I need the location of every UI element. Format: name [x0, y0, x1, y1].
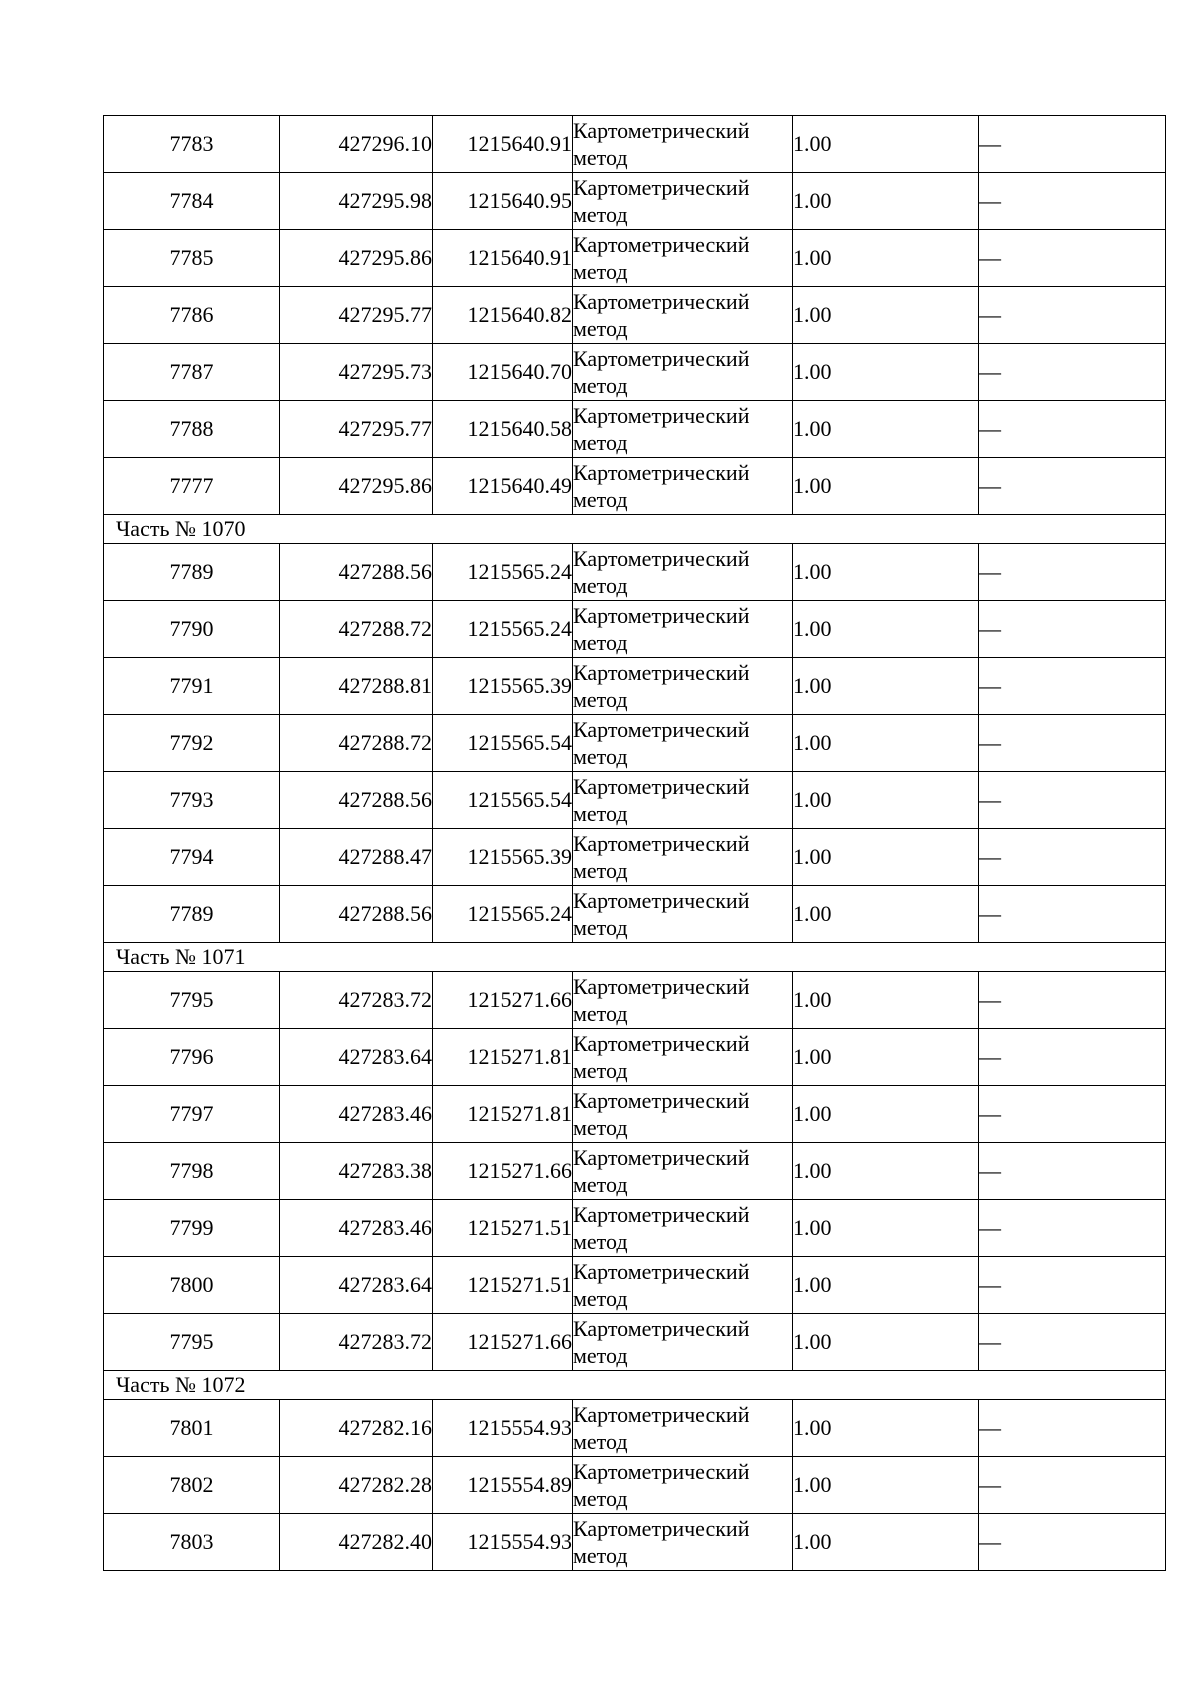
- method-line-2: метод: [573, 373, 628, 398]
- accuracy-cell: 1.00: [793, 1200, 979, 1257]
- point-number-cell: 7777: [104, 458, 280, 515]
- table-row: [104, 544, 1166, 601]
- table-row: [104, 829, 1166, 886]
- accuracy-cell: 1.00: [793, 344, 979, 401]
- method-cell: [573, 1143, 793, 1200]
- coordinates-table-body: [104, 116, 1166, 1571]
- x-coordinate-cell: 427283.72: [280, 972, 433, 1029]
- point-number-cell: 7788: [104, 401, 280, 458]
- y-coordinate-cell: 1215640.91: [433, 230, 573, 287]
- y-coordinate-cell: 1215640.70: [433, 344, 573, 401]
- method-line-2: метод: [573, 1343, 628, 1368]
- method-cell: [573, 715, 793, 772]
- description-cell: —: [979, 287, 1166, 344]
- point-number-cell: 7789: [104, 544, 280, 601]
- description-cell: —: [979, 772, 1166, 829]
- accuracy-cell: 1.00: [793, 658, 979, 715]
- y-coordinate-cell: 1215640.91: [433, 116, 573, 173]
- description-cell: —: [979, 972, 1166, 1029]
- y-coordinate-cell: 1215565.24: [433, 601, 573, 658]
- method-line-2: метод: [573, 1115, 628, 1140]
- x-coordinate-cell: 427283.46: [280, 1086, 433, 1143]
- accuracy-cell: 1.00: [793, 1400, 979, 1457]
- table-row: [104, 658, 1166, 715]
- method-line-1: Картометрический: [573, 831, 750, 856]
- y-coordinate-cell: 1215640.58: [433, 401, 573, 458]
- method-line-1: Картометрический: [573, 1316, 750, 1341]
- section-label: Часть № 1072: [104, 1371, 1166, 1400]
- accuracy-cell: 1.00: [793, 1086, 979, 1143]
- section-label: Часть № 1070: [104, 515, 1166, 544]
- x-coordinate-cell: 427295.98: [280, 173, 433, 230]
- accuracy-cell: 1.00: [793, 458, 979, 515]
- accuracy-cell: 1.00: [793, 1257, 979, 1314]
- section-header-row: [104, 943, 1166, 972]
- point-number-cell: 7797: [104, 1086, 280, 1143]
- description-cell: —: [979, 601, 1166, 658]
- method-line-2: метод: [573, 1543, 628, 1568]
- y-coordinate-cell: 1215271.81: [433, 1086, 573, 1143]
- x-coordinate-cell: 427288.47: [280, 829, 433, 886]
- method-line-1: Картометрический: [573, 1145, 750, 1170]
- point-number-cell: 7790: [104, 601, 280, 658]
- description-cell: —: [979, 1314, 1166, 1371]
- table-row: [104, 601, 1166, 658]
- accuracy-cell: 1.00: [793, 972, 979, 1029]
- method-cell: [573, 173, 793, 230]
- method-line-1: Картометрический: [573, 546, 750, 571]
- point-number-cell: 7784: [104, 173, 280, 230]
- x-coordinate-cell: 427295.77: [280, 401, 433, 458]
- method-cell: [573, 458, 793, 515]
- point-number-cell: 7802: [104, 1457, 280, 1514]
- table-row: [104, 458, 1166, 515]
- description-cell: —: [979, 1200, 1166, 1257]
- point-number-cell: 7795: [104, 972, 280, 1029]
- point-number-cell: 7783: [104, 116, 280, 173]
- x-coordinate-cell: 427282.40: [280, 1514, 433, 1571]
- table-row: [104, 1457, 1166, 1514]
- y-coordinate-cell: 1215565.54: [433, 772, 573, 829]
- method-line-1: Картометрический: [573, 289, 750, 314]
- table-row: [104, 230, 1166, 287]
- accuracy-cell: 1.00: [793, 772, 979, 829]
- y-coordinate-cell: 1215565.39: [433, 658, 573, 715]
- method-cell: [573, 886, 793, 943]
- method-line-2: метод: [573, 630, 628, 655]
- x-coordinate-cell: 427283.64: [280, 1029, 433, 1086]
- method-line-2: метод: [573, 801, 628, 826]
- table-row: [104, 886, 1166, 943]
- section-header-row: [104, 515, 1166, 544]
- accuracy-cell: 1.00: [793, 287, 979, 344]
- method-line-2: метод: [573, 1486, 628, 1511]
- y-coordinate-cell: 1215565.24: [433, 886, 573, 943]
- method-cell: [573, 601, 793, 658]
- accuracy-cell: 1.00: [793, 601, 979, 658]
- table-row: [104, 1143, 1166, 1200]
- section-header-row: [104, 1371, 1166, 1400]
- x-coordinate-cell: 427295.86: [280, 458, 433, 515]
- y-coordinate-cell: 1215565.24: [433, 544, 573, 601]
- method-line-1: Картометрический: [573, 232, 750, 257]
- method-line-1: Картометрический: [573, 346, 750, 371]
- method-cell: [573, 401, 793, 458]
- method-line-2: метод: [573, 915, 628, 940]
- x-coordinate-cell: 427288.81: [280, 658, 433, 715]
- method-cell: [573, 116, 793, 173]
- method-cell: [573, 1029, 793, 1086]
- point-number-cell: 7796: [104, 1029, 280, 1086]
- table-row: [104, 287, 1166, 344]
- point-number-cell: 7795: [104, 1314, 280, 1371]
- y-coordinate-cell: 1215271.66: [433, 1314, 573, 1371]
- x-coordinate-cell: 427288.56: [280, 544, 433, 601]
- point-number-cell: 7799: [104, 1200, 280, 1257]
- y-coordinate-cell: 1215271.81: [433, 1029, 573, 1086]
- method-line-1: Картометрический: [573, 403, 750, 428]
- method-cell: [573, 658, 793, 715]
- point-number-cell: 7786: [104, 287, 280, 344]
- x-coordinate-cell: 427288.56: [280, 886, 433, 943]
- x-coordinate-cell: 427283.72: [280, 1314, 433, 1371]
- y-coordinate-cell: 1215271.51: [433, 1257, 573, 1314]
- table-row: [104, 772, 1166, 829]
- x-coordinate-cell: 427283.64: [280, 1257, 433, 1314]
- method-line-1: Картометрический: [573, 1031, 750, 1056]
- x-coordinate-cell: 427282.16: [280, 1400, 433, 1457]
- method-line-2: метод: [573, 487, 628, 512]
- y-coordinate-cell: 1215640.49: [433, 458, 573, 515]
- method-cell: [573, 1086, 793, 1143]
- method-line-1: Картометрический: [573, 717, 750, 742]
- x-coordinate-cell: 427283.46: [280, 1200, 433, 1257]
- method-line-2: метод: [573, 1172, 628, 1197]
- point-number-cell: 7801: [104, 1400, 280, 1457]
- method-cell: [573, 1457, 793, 1514]
- description-cell: —: [979, 1086, 1166, 1143]
- description-cell: —: [979, 458, 1166, 515]
- description-cell: —: [979, 1143, 1166, 1200]
- method-line-2: метод: [573, 202, 628, 227]
- y-coordinate-cell: 1215554.93: [433, 1514, 573, 1571]
- method-line-2: метод: [573, 1001, 628, 1026]
- table-row: [104, 1514, 1166, 1571]
- description-cell: —: [979, 829, 1166, 886]
- accuracy-cell: 1.00: [793, 116, 979, 173]
- accuracy-cell: 1.00: [793, 1514, 979, 1571]
- x-coordinate-cell: 427288.72: [280, 601, 433, 658]
- method-line-2: метод: [573, 1229, 628, 1254]
- accuracy-cell: 1.00: [793, 1314, 979, 1371]
- method-line-2: метод: [573, 1286, 628, 1311]
- accuracy-cell: 1.00: [793, 715, 979, 772]
- method-cell: [573, 1257, 793, 1314]
- description-cell: —: [979, 658, 1166, 715]
- method-cell: [573, 972, 793, 1029]
- method-line-1: Картометрический: [573, 888, 750, 913]
- table-row: [104, 1257, 1166, 1314]
- description-cell: —: [979, 230, 1166, 287]
- x-coordinate-cell: 427296.10: [280, 116, 433, 173]
- method-line-2: метод: [573, 858, 628, 883]
- accuracy-cell: 1.00: [793, 544, 979, 601]
- method-line-1: Картометрический: [573, 1402, 750, 1427]
- table-row: [104, 1200, 1166, 1257]
- method-line-2: метод: [573, 744, 628, 769]
- table-row: [104, 173, 1166, 230]
- point-number-cell: 7803: [104, 1514, 280, 1571]
- method-line-1: Картометрический: [573, 1088, 750, 1113]
- y-coordinate-cell: 1215640.95: [433, 173, 573, 230]
- accuracy-cell: 1.00: [793, 1457, 979, 1514]
- method-line-2: метод: [573, 1058, 628, 1083]
- method-cell: [573, 1514, 793, 1571]
- y-coordinate-cell: 1215271.51: [433, 1200, 573, 1257]
- description-cell: —: [979, 173, 1166, 230]
- accuracy-cell: 1.00: [793, 1143, 979, 1200]
- y-coordinate-cell: 1215271.66: [433, 1143, 573, 1200]
- y-coordinate-cell: 1215565.54: [433, 715, 573, 772]
- method-cell: [573, 544, 793, 601]
- point-number-cell: 7787: [104, 344, 280, 401]
- description-cell: —: [979, 544, 1166, 601]
- x-coordinate-cell: 427295.77: [280, 287, 433, 344]
- y-coordinate-cell: 1215554.93: [433, 1400, 573, 1457]
- x-coordinate-cell: 427288.72: [280, 715, 433, 772]
- description-cell: —: [979, 1257, 1166, 1314]
- description-cell: —: [979, 1457, 1166, 1514]
- method-line-1: Картометрический: [573, 118, 750, 143]
- method-cell: [573, 829, 793, 886]
- point-number-cell: 7798: [104, 1143, 280, 1200]
- method-line-1: Картометрический: [573, 1259, 750, 1284]
- y-coordinate-cell: 1215640.82: [433, 287, 573, 344]
- accuracy-cell: 1.00: [793, 1029, 979, 1086]
- method-cell: [573, 1200, 793, 1257]
- x-coordinate-cell: 427283.38: [280, 1143, 433, 1200]
- x-coordinate-cell: 427295.73: [280, 344, 433, 401]
- method-line-2: метод: [573, 430, 628, 455]
- description-cell: —: [979, 715, 1166, 772]
- x-coordinate-cell: 427288.56: [280, 772, 433, 829]
- point-number-cell: 7785: [104, 230, 280, 287]
- method-line-2: метод: [573, 1429, 628, 1454]
- method-cell: [573, 287, 793, 344]
- method-line-1: Картометрический: [573, 603, 750, 628]
- description-cell: —: [979, 344, 1166, 401]
- accuracy-cell: 1.00: [793, 230, 979, 287]
- table-row: [104, 1400, 1166, 1457]
- table-row: [104, 715, 1166, 772]
- y-coordinate-cell: 1215271.66: [433, 972, 573, 1029]
- method-line-1: Картометрический: [573, 1516, 750, 1541]
- section-label: Часть № 1071: [104, 943, 1166, 972]
- method-line-2: метод: [573, 573, 628, 598]
- table-row: [104, 344, 1166, 401]
- method-cell: [573, 1400, 793, 1457]
- method-cell: [573, 230, 793, 287]
- method-line-1: Картометрический: [573, 974, 750, 999]
- method-cell: [573, 344, 793, 401]
- method-line-2: метод: [573, 145, 628, 170]
- point-number-cell: 7800: [104, 1257, 280, 1314]
- x-coordinate-cell: 427295.86: [280, 230, 433, 287]
- accuracy-cell: 1.00: [793, 829, 979, 886]
- point-number-cell: 7789: [104, 886, 280, 943]
- point-number-cell: 7793: [104, 772, 280, 829]
- method-line-1: Картометрический: [573, 1202, 750, 1227]
- accuracy-cell: 1.00: [793, 886, 979, 943]
- description-cell: —: [979, 886, 1166, 943]
- y-coordinate-cell: 1215565.39: [433, 829, 573, 886]
- method-line-1: Картометрический: [573, 460, 750, 485]
- description-cell: —: [979, 1400, 1166, 1457]
- point-number-cell: 7791: [104, 658, 280, 715]
- point-number-cell: 7794: [104, 829, 280, 886]
- table-row: [104, 116, 1166, 173]
- description-cell: —: [979, 401, 1166, 458]
- method-line-1: Картометрический: [573, 660, 750, 685]
- accuracy-cell: 1.00: [793, 173, 979, 230]
- method-line-2: метод: [573, 259, 628, 284]
- accuracy-cell: 1.00: [793, 401, 979, 458]
- method-line-2: метод: [573, 316, 628, 341]
- method-line-1: Картометрический: [573, 774, 750, 799]
- method-cell: [573, 772, 793, 829]
- description-cell: —: [979, 116, 1166, 173]
- point-number-cell: 7792: [104, 715, 280, 772]
- method-line-1: Картометрический: [573, 175, 750, 200]
- method-line-1: Картометрический: [573, 1459, 750, 1484]
- method-cell: [573, 1314, 793, 1371]
- table-row: [104, 1029, 1166, 1086]
- table-row: [104, 972, 1166, 1029]
- method-line-2: метод: [573, 687, 628, 712]
- description-cell: —: [979, 1029, 1166, 1086]
- table-row: [104, 401, 1166, 458]
- description-cell: —: [979, 1514, 1166, 1571]
- x-coordinate-cell: 427282.28: [280, 1457, 433, 1514]
- y-coordinate-cell: 1215554.89: [433, 1457, 573, 1514]
- coordinates-table: [103, 115, 1166, 1571]
- table-row: [104, 1086, 1166, 1143]
- table-row: [104, 1314, 1166, 1371]
